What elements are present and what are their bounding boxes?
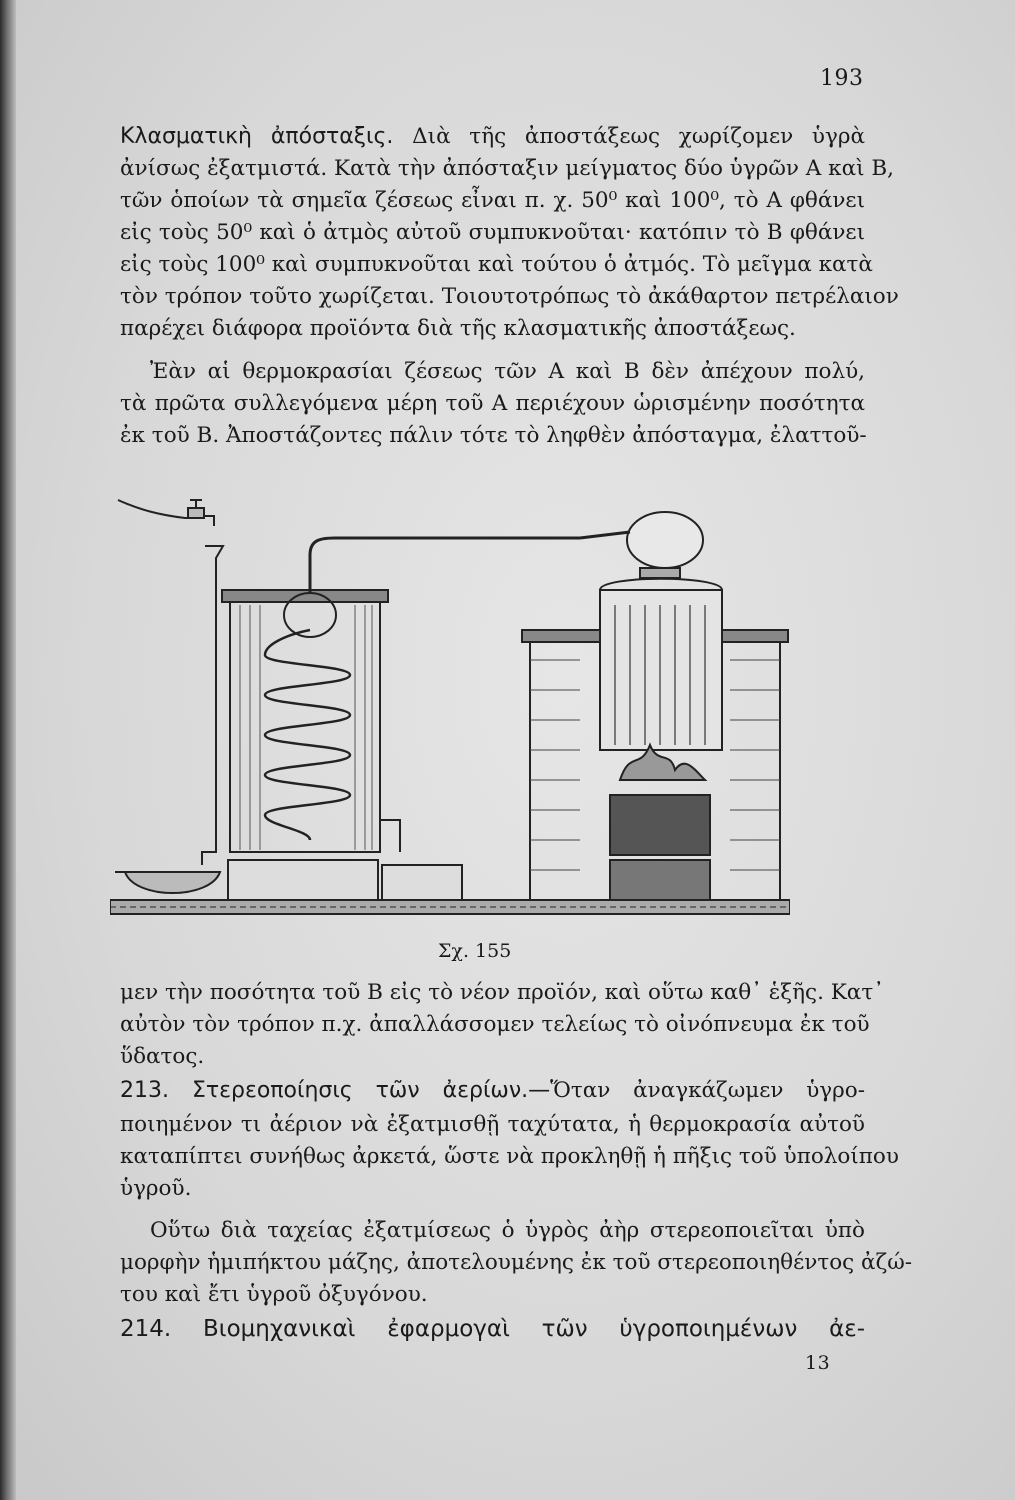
signature-mark: 13	[805, 1352, 831, 1374]
paragraph-line: εἰς τοὺς 50⁰ καὶ ὁ ἀτμὸς αὐτοῦ συμπυκνοῦται· κατόπιν τὸ Β φθάνει	[120, 220, 865, 245]
paragraph-line: ποιημένον τι ἀέριον νὰ ἐξατμισθῇ ταχύτατα, ἡ θερμοκρασία αὐτοῦ	[120, 1112, 865, 1137]
paragraph-line: του καὶ ἔτι ὑγροῦ ὀξυγόνου.	[120, 1282, 428, 1307]
paragraph-line: αὐτὸν τὸν τρόπον π.χ. ἀπαλλάσσομεν τελείως τὸ οἰνόπνευμα ἐκ τοῦ	[120, 1012, 870, 1037]
paragraph-line: μορφὴν ἡμιπήκτου μάζης, ἀποτελουμένης ἐκ τοῦ στερεοποιηθέντος ἀζώ-	[120, 1250, 913, 1275]
paragraph-line: τῶν ὁποίων τὰ σημεῖα ζέσεως εἶναι π. χ. 50⁰ καὶ 100⁰, τὸ Α φθάνει	[120, 188, 865, 213]
paragraph-line: Κλασματικὴ ἀπόσταξις. Διὰ τῆς ἀποστάξεως χωρίζομεν ὑγρὰ	[120, 124, 865, 149]
page-number: 193	[820, 66, 864, 91]
water-tap	[188, 508, 204, 518]
section-heading-fractional-distillation: Κλασματικὴ ἀπόσταξις.	[120, 124, 394, 149]
paragraph-line: Ἐὰν αἱ θερμοκρασίαι ζέσεως τῶν Α καὶ Β δὲν ἀπέχουν πολύ,	[150, 359, 865, 384]
small-vessel	[382, 865, 462, 900]
vapour-tube	[310, 538, 580, 593]
paragraph-line: ὕδατος.	[120, 1044, 205, 1069]
condenser-coil	[265, 630, 350, 840]
section-heading-214: 214. Βιομηχανικαὶ ἐφαρμογαὶ τῶν ὑγροποιημένων ἀε-	[120, 1316, 865, 1342]
paragraph-line: παρέχει διάφορα προϊόντα διὰ τῆς κλασματικῆς ἀποστάξεως.	[120, 316, 796, 341]
distillation-apparatus-figure	[110, 480, 790, 925]
paragraph-line: 213. Στερεοποίησις τῶν ἀερίων.—Ὅταν ἀναγκάζωμεν ὑγρο-	[120, 1078, 865, 1103]
collection-basin	[115, 872, 220, 893]
paragraph-line: μεν τὴν ποσότητα τοῦ Β εἰς τὸ νέον προϊόν, καὶ οὕτω καθ᾽ ἑξῆς. Κατ᾽	[120, 980, 884, 1005]
paragraph-line: τὰ πρῶτα συλλεγόμενα μέρη τοῦ Α περιέχουν ὡρισμένην ποσότητα	[120, 391, 865, 416]
paragraph-line: καταπίπτει συνήθως ἀρκετά, ὥστε νὰ προκληθῇ ἡ πῆξις τοῦ ὑπολοίπου	[120, 1144, 899, 1169]
retort-flask	[627, 512, 703, 568]
paragraph-line: ἀνίσως ἐξατμιστά. Κατὰ τὴν ἀπόσταξιν μείγματος δύο ὑγρῶν Α καὶ Β,	[120, 156, 895, 181]
paragraph-line: ἐκ τοῦ Β. Ἀποστάζοντες πάλιν τότε τὸ ληφθὲν ἀπόσταγμα, ἐλαττοῦ-	[120, 423, 867, 448]
condenser-tank	[230, 590, 380, 852]
paragraph-line: ὑγροῦ.	[120, 1176, 192, 1201]
paragraph-line: τὸν τρόπον τοῦτο χωρίζεται. Τοιουτοτρόπως τὸ ἀκάθαρτον πετρέλαιον	[120, 284, 899, 309]
figure-caption: Σχ. 155	[438, 940, 512, 962]
page-edge	[0, 0, 16, 1500]
boiler	[600, 590, 722, 750]
paragraph-line: εἰς τοὺς 100⁰ καὶ συμπυκνοῦται καὶ τούτου ὁ ἀτμός. Τὸ μεῖγμα κατὰ	[120, 252, 873, 277]
paragraph-line: Οὕτω διὰ ταχείας ἐξατμίσεως ὁ ὑγρὸς ἀὴρ στερεοποιεῖται ὑπὸ	[150, 1218, 865, 1243]
section-heading-213: 213. Στερεοποίησις τῶν ἀερίων.—	[120, 1078, 551, 1103]
